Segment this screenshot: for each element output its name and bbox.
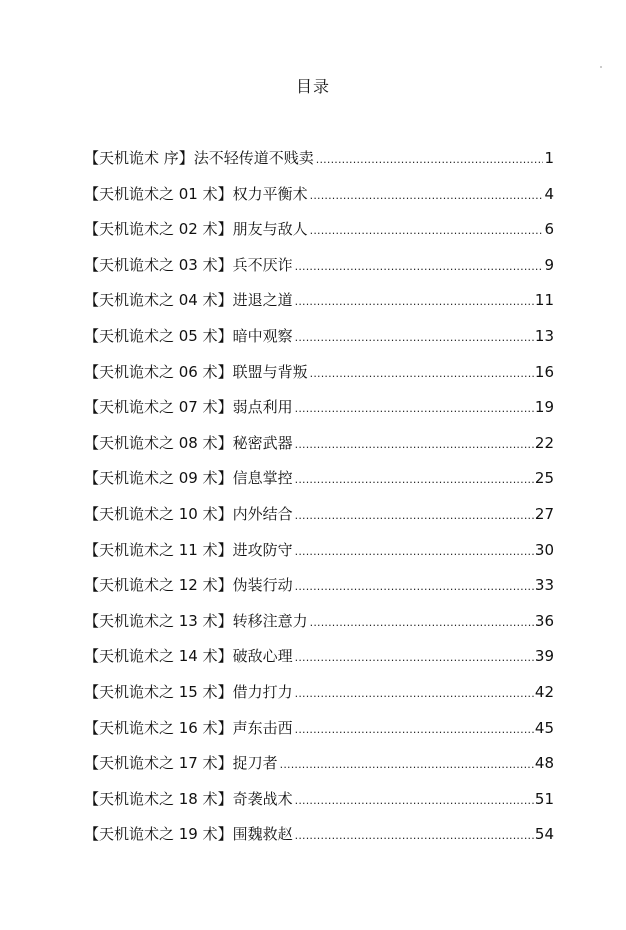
dot-leader <box>310 185 544 207</box>
toc-entry[interactable] <box>84 432 554 468</box>
toc-entry[interactable] <box>84 183 554 219</box>
toc-entry[interactable] <box>84 147 554 183</box>
toc-entry-page: 45 <box>534 718 554 737</box>
dot-leader <box>295 576 534 598</box>
toc-entry[interactable] <box>84 396 554 432</box>
toc-entry-page: 11 <box>534 291 554 310</box>
toc-entry[interactable] <box>84 645 554 681</box>
toc-entry[interactable] <box>84 752 554 788</box>
toc-entry-label: 【天机诡术之 02 术】朋友与敌人 <box>84 220 308 239</box>
toc-entry-label: 【天机诡术之 17 术】捉刀者 <box>84 754 278 773</box>
dot-leader <box>295 541 534 563</box>
toc-entry-label: 【天机诡术之 07 术】弱点利用 <box>84 398 293 417</box>
toc-entry-page: 1 <box>544 149 554 167</box>
toc-entry-label: 【天机诡术之 15 术】借力打力 <box>84 682 293 701</box>
scan-speck <box>600 66 602 68</box>
toc-entry[interactable] <box>84 823 554 859</box>
toc-entry-label: 【天机诡术之 16 术】声东击西 <box>84 718 293 737</box>
toc-entry-label: 【天机诡术之 01 术】权力平衡术 <box>84 184 308 203</box>
toc-entry-label: 【天机诡术之 13 术】转移注意力 <box>84 611 308 630</box>
dot-leader <box>295 719 534 741</box>
dot-leader <box>295 469 534 491</box>
dot-leader <box>295 291 534 313</box>
toc-entry-page: 42 <box>534 682 554 701</box>
toc-entry[interactable] <box>84 610 554 646</box>
toc-entry-page: 27 <box>534 504 554 523</box>
toc-entry-label: 【天机诡术之 06 术】联盟与背叛 <box>84 362 308 381</box>
dot-leader <box>280 754 534 776</box>
toc-entry[interactable] <box>84 254 554 290</box>
toc-entry-page: 6 <box>544 220 554 239</box>
table-of-contents <box>84 147 554 859</box>
dot-leader <box>316 149 544 171</box>
dot-leader <box>310 612 534 634</box>
dot-leader <box>310 363 534 385</box>
dot-leader <box>295 398 534 420</box>
toc-entry-label: 【天机诡术之 14 术】破敌心理 <box>84 647 293 666</box>
toc-entry[interactable] <box>84 467 554 503</box>
toc-entry[interactable] <box>84 289 554 325</box>
dot-leader <box>295 825 534 847</box>
dot-leader <box>295 790 534 812</box>
toc-entry[interactable] <box>84 574 554 610</box>
toc-entry[interactable] <box>84 325 554 361</box>
toc-entry-label: 【天机诡术之 08 术】秘密武器 <box>84 433 293 452</box>
toc-entry[interactable] <box>84 539 554 575</box>
toc-entry-label: 【天机诡术之 19 术】围魏救赵 <box>84 825 293 844</box>
toc-entry-label: 【天机诡术之 04 术】进退之道 <box>84 291 293 310</box>
toc-entry-page: 48 <box>534 754 554 773</box>
dot-leader <box>295 256 544 278</box>
toc-entry[interactable] <box>84 218 554 254</box>
dot-leader <box>295 327 534 349</box>
toc-entry-label: 【天机诡术 序】法不轻传道不贱卖 <box>84 149 314 167</box>
toc-entry-page: 36 <box>534 611 554 630</box>
toc-entry-page: 33 <box>534 576 554 595</box>
dot-leader <box>310 220 544 242</box>
toc-entry-page: 13 <box>534 326 554 345</box>
toc-entry-page: 22 <box>534 433 554 452</box>
toc-entry-label: 【天机诡术之 12 术】伪装行动 <box>84 576 293 595</box>
toc-entry-label: 【天机诡术之 18 术】奇袭战术 <box>84 789 293 808</box>
dot-leader <box>295 683 534 705</box>
dot-leader <box>295 505 534 527</box>
toc-entry[interactable] <box>84 361 554 397</box>
toc-entry[interactable] <box>84 503 554 539</box>
toc-entry-label: 【天机诡术之 09 术】信息掌控 <box>84 469 293 488</box>
toc-entry-label: 【天机诡术之 03 术】兵不厌诈 <box>84 255 293 274</box>
toc-entry-label: 【天机诡术之 05 术】暗中观察 <box>84 326 293 345</box>
toc-entry-page: 16 <box>534 362 554 381</box>
toc-entry-page: 51 <box>534 789 554 808</box>
toc-entry-page: 30 <box>534 540 554 559</box>
dot-leader <box>295 434 534 456</box>
toc-entry-page: 9 <box>544 255 554 274</box>
toc-entry-page: 39 <box>534 647 554 666</box>
toc-entry-page: 25 <box>534 469 554 488</box>
toc-entry-page: 54 <box>534 825 554 844</box>
dot-leader <box>295 647 534 669</box>
toc-entry[interactable] <box>84 788 554 824</box>
toc-entry-page: 19 <box>534 398 554 417</box>
toc-entry[interactable] <box>84 681 554 717</box>
toc-entry-label: 【天机诡术之 10 术】内外结合 <box>84 504 293 523</box>
page-title: 目录 <box>295 77 330 96</box>
toc-entry[interactable] <box>84 717 554 753</box>
toc-entry-page: 4 <box>544 184 554 203</box>
toc-entry-label: 【天机诡术之 11 术】进攻防守 <box>84 540 293 559</box>
